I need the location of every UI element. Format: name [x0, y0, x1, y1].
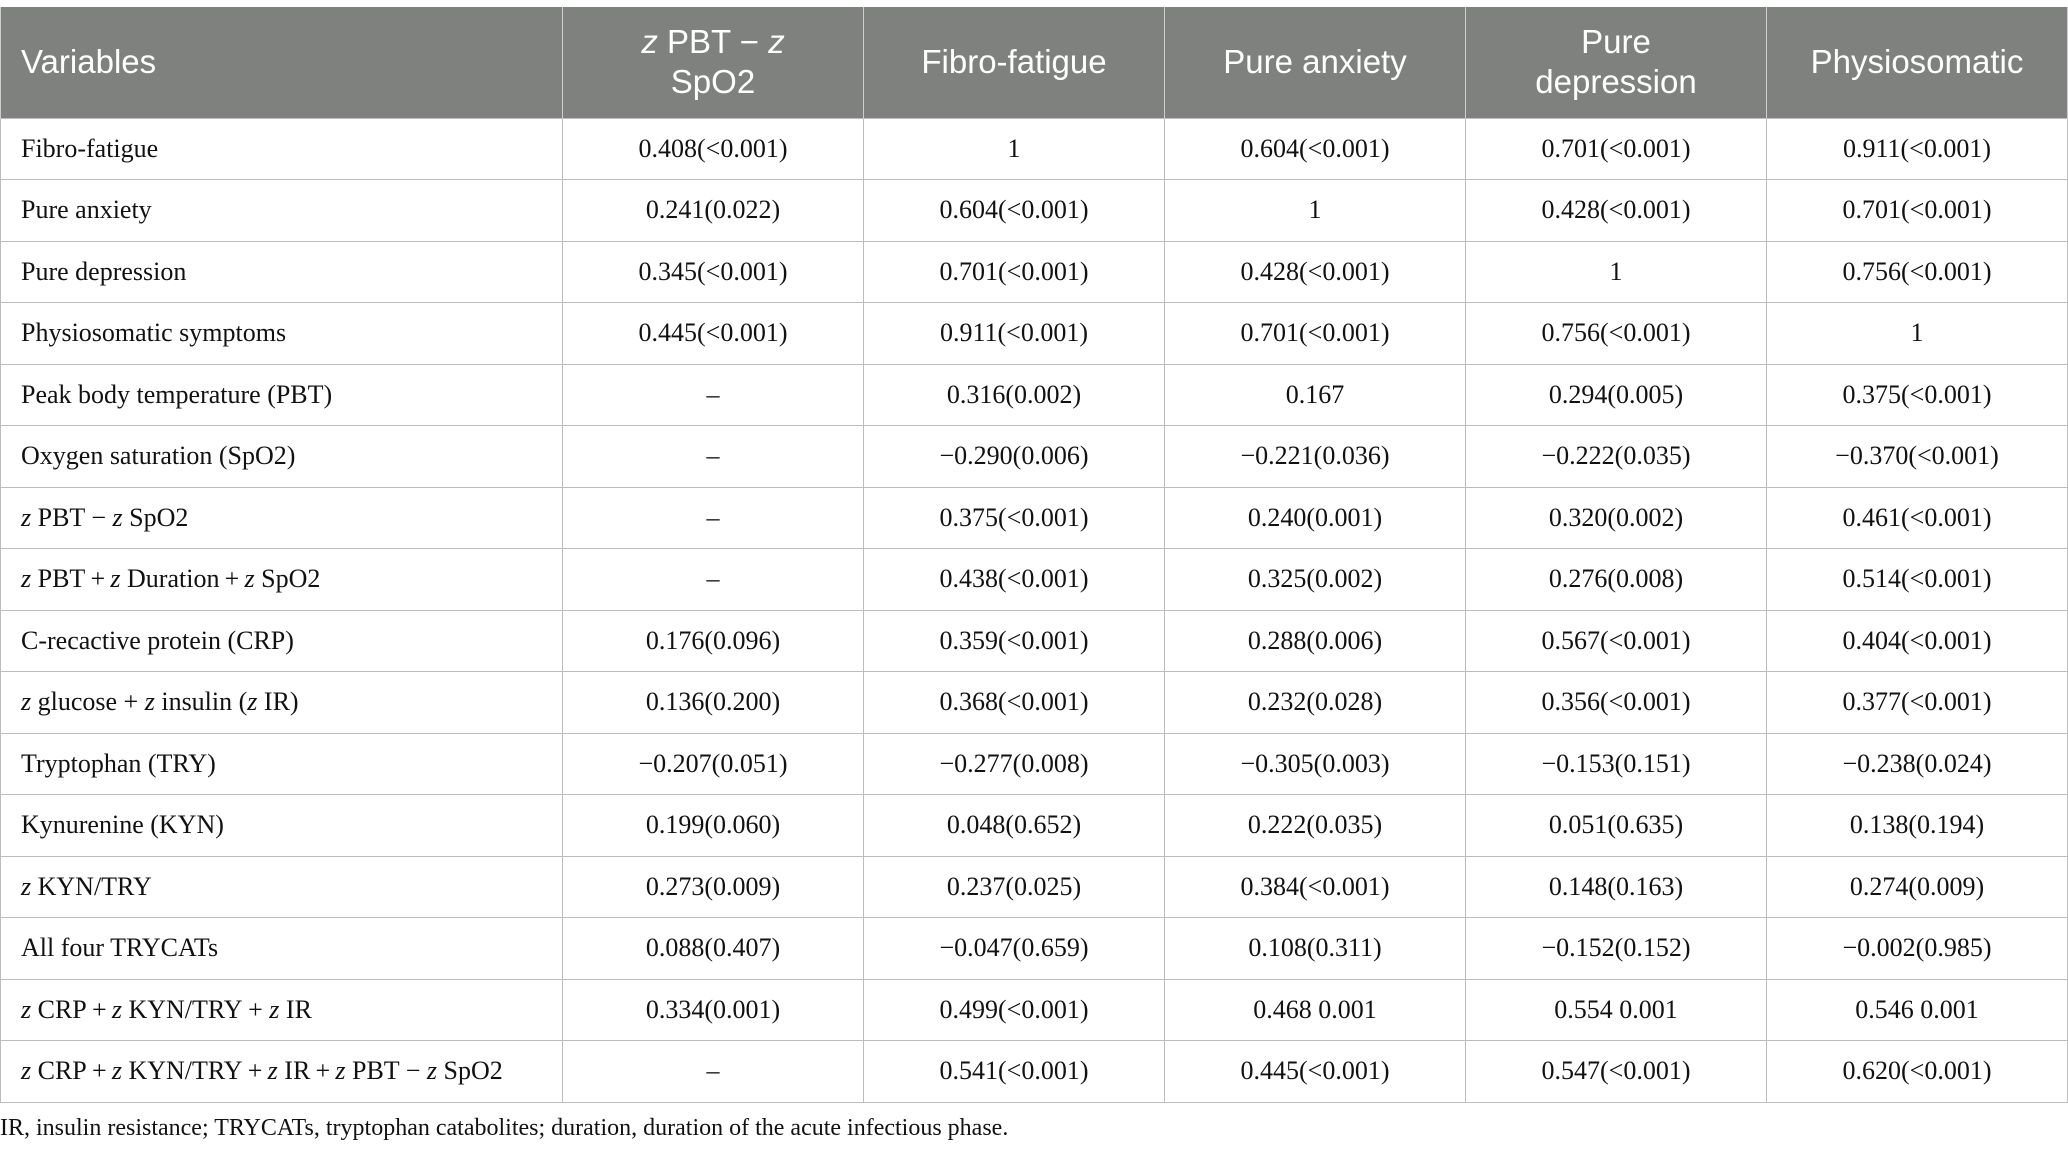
table-row — [1, 1041, 2068, 1103]
table-row — [1, 979, 2068, 1041]
z-symbol: z — [426, 1056, 438, 1086]
value-cell: 0.368(<0.001) — [864, 672, 1165, 734]
value-cell: 0.222(0.035) — [1165, 795, 1466, 857]
table-row — [1, 918, 2068, 980]
value-cell: 0.408(<0.001) — [563, 118, 864, 180]
table-row — [1, 487, 2068, 549]
value-cell: 0.356(<0.001) — [1466, 672, 1767, 734]
value-cell: 0.514(<0.001) — [1767, 549, 2068, 611]
value-cell: – — [563, 549, 864, 611]
value-cell: 0.445(<0.001) — [563, 303, 864, 365]
value-cell: 0.294(0.005) — [1466, 364, 1767, 426]
value-cell: 0.554 0.001 — [1466, 979, 1767, 1041]
value-cell: 0.345(<0.001) — [563, 241, 864, 303]
value-cell: 0.273(0.009) — [563, 856, 864, 918]
value-cell: 0.167 — [1165, 364, 1466, 426]
value-cell: 0.136(0.200) — [563, 672, 864, 734]
value-cell: 0.240(0.001) — [1165, 487, 1466, 549]
z-symbol: z — [21, 687, 32, 717]
variable-cell: Physiosomatic symptoms — [1, 303, 563, 365]
value-cell: 0.274(0.009) — [1767, 856, 2068, 918]
header-row — [1, 7, 2068, 118]
table-row — [1, 856, 2068, 918]
value-cell: 0.438(<0.001) — [864, 549, 1165, 611]
table-row — [1, 241, 2068, 303]
value-cell: 0.108(0.311) — [1165, 918, 1466, 980]
variable-cell: Pure anxiety — [1, 180, 563, 242]
variable-cell: z CRP + z KYN/TRY + z IR — [1, 979, 563, 1041]
value-cell: 0.468 0.001 — [1165, 979, 1466, 1041]
variable-cell: Peak body temperature (PBT) — [1, 364, 563, 426]
z-symbol: z — [110, 564, 121, 594]
value-cell: 0.756(<0.001) — [1466, 303, 1767, 365]
z-symbol: z — [269, 994, 280, 1024]
value-cell: 0.701(<0.001) — [1466, 118, 1767, 180]
z-symbol: z — [335, 1056, 346, 1086]
value-cell: 0.404(<0.001) — [1767, 610, 2068, 672]
variable-cell: z PBT + z Duration + z SpO2 — [1, 549, 563, 611]
variable-cell: z PBT − z SpO2 — [1, 487, 563, 549]
header-spo2: SpO2 — [670, 63, 756, 101]
value-cell: 0.428(<0.001) — [1466, 180, 1767, 242]
header-pure-anxiety: Pure anxiety — [1165, 7, 1466, 118]
z-symbol: z — [244, 564, 255, 594]
header-variables: Variables — [1, 7, 563, 118]
table-row — [1, 180, 2068, 242]
value-cell: 0.375(<0.001) — [1767, 364, 2068, 426]
value-cell: 0.176(0.096) — [563, 610, 864, 672]
value-cell: 0.547(<0.001) — [1466, 1041, 1767, 1103]
variable-cell: Oxygen saturation (SpO2) — [1, 426, 563, 488]
variable-cell: Fibro-fatigue — [1, 118, 563, 180]
z-symbol: z — [112, 502, 123, 532]
value-cell: 0.316(0.002) — [864, 364, 1165, 426]
value-cell: 0.237(0.025) — [864, 856, 1165, 918]
value-cell: 0.359(<0.001) — [864, 610, 1165, 672]
value-cell: 0.199(0.060) — [563, 795, 864, 857]
value-cell: 0.701(<0.001) — [1165, 303, 1466, 365]
value-cell: 0.276(0.008) — [1466, 549, 1767, 611]
z-symbol: z — [21, 871, 32, 901]
table-row — [1, 364, 2068, 426]
value-cell: 0.377(<0.001) — [1767, 672, 2068, 734]
correlation-table-container — [0, 7, 2068, 1103]
value-cell: −0.370(<0.001) — [1767, 426, 2068, 488]
value-cell: −0.002(0.985) — [1767, 918, 2068, 980]
variable-cell: z KYN/TRY — [1, 856, 563, 918]
value-cell: −0.207(0.051) — [563, 733, 864, 795]
value-cell: 0.604(<0.001) — [1165, 118, 1466, 180]
value-cell: −0.153(0.151) — [1466, 733, 1767, 795]
table-row — [1, 610, 2068, 672]
table-row — [1, 549, 2068, 611]
value-cell: 0.445(<0.001) — [1165, 1041, 1466, 1103]
value-cell: 0.241(0.022) — [563, 180, 864, 242]
value-cell: 0.541(<0.001) — [864, 1041, 1165, 1103]
value-cell: 0.288(0.006) — [1165, 610, 1466, 672]
value-cell: 1 — [1466, 241, 1767, 303]
variable-cell: z CRP + z KYN/TRY + z IR + z PBT − z SpO2 — [1, 1041, 563, 1103]
value-cell: 1 — [864, 118, 1165, 180]
variable-cell: Kynurenine (KYN) — [1, 795, 563, 857]
value-cell: – — [563, 364, 864, 426]
value-cell: −0.221(0.036) — [1165, 426, 1466, 488]
value-cell: 0.334(0.001) — [563, 979, 864, 1041]
table-row — [1, 303, 2068, 365]
value-cell: – — [563, 1041, 864, 1103]
value-cell: 0.148(0.163) — [1466, 856, 1767, 918]
value-cell: 0.701(<0.001) — [1767, 180, 2068, 242]
variable-cell: Tryptophan (TRY) — [1, 733, 563, 795]
value-cell: 0.911(<0.001) — [864, 303, 1165, 365]
z-symbol: z — [21, 502, 32, 532]
variable-cell: Pure depression — [1, 241, 563, 303]
value-cell: 0.048(0.652) — [864, 795, 1165, 857]
z-symbol: z — [111, 1056, 122, 1086]
header-z1: z — [641, 23, 658, 61]
value-cell: 0.428(<0.001) — [1165, 241, 1466, 303]
value-cell: 0.088(0.407) — [563, 918, 864, 980]
value-cell: 0.546 0.001 — [1767, 979, 2068, 1041]
value-cell: 0.320(0.002) — [1466, 487, 1767, 549]
value-cell: −0.305(0.003) — [1165, 733, 1466, 795]
value-cell: −0.222(0.035) — [1466, 426, 1767, 488]
value-cell: – — [563, 487, 864, 549]
header-pure: Pure — [1581, 23, 1651, 61]
variable-cell: C-recactive protein (CRP) — [1, 610, 563, 672]
value-cell: 0.911(<0.001) — [1767, 118, 2068, 180]
value-cell: −0.152(0.152) — [1466, 918, 1767, 980]
value-cell: – — [563, 426, 864, 488]
value-cell: 0.138(0.194) — [1767, 795, 2068, 857]
value-cell: −0.290(0.006) — [864, 426, 1165, 488]
header-fibro-fatigue: Fibro-fatigue — [864, 7, 1165, 118]
z-symbol: z — [144, 687, 155, 717]
table-row — [1, 426, 2068, 488]
value-cell: 0.499(<0.001) — [864, 979, 1165, 1041]
value-cell: 0.384(<0.001) — [1165, 856, 1466, 918]
value-cell: 1 — [1767, 303, 2068, 365]
value-cell: 0.604(<0.001) — [864, 180, 1165, 242]
correlation-table — [0, 7, 2068, 1103]
value-cell: 0.701(<0.001) — [864, 241, 1165, 303]
table-row — [1, 672, 2068, 734]
value-cell: 0.567(<0.001) — [1466, 610, 1767, 672]
z-symbol: z — [21, 994, 32, 1024]
header-depression: depression — [1535, 63, 1697, 101]
table-row — [1, 795, 2068, 857]
z-symbol: z — [21, 564, 32, 594]
header-pure-depression — [1466, 7, 1767, 118]
table-footnote: IR, insulin resistance; TRYCATs, tryptophan catabolites; duration, duration of the acute infectious phase. — [0, 1115, 1009, 1141]
header-mid: PBT − — [657, 23, 769, 61]
table-body — [1, 118, 2068, 1102]
z-symbol: z — [247, 687, 258, 717]
header-zpbt-zspo2 — [563, 7, 864, 118]
z-symbol: z — [267, 1056, 278, 1086]
table-header — [1, 7, 2068, 118]
value-cell: 0.461(<0.001) — [1767, 487, 2068, 549]
value-cell: −0.277(0.008) — [864, 733, 1165, 795]
value-cell: 1 — [1165, 180, 1466, 242]
value-cell: 0.325(0.002) — [1165, 549, 1466, 611]
header-z2: z — [768, 23, 785, 61]
table-row — [1, 118, 2068, 180]
z-symbol: z — [111, 994, 122, 1024]
table-row — [1, 733, 2068, 795]
z-symbol: z — [21, 1056, 32, 1086]
variable-cell: z glucose + z insulin (z IR) — [1, 672, 563, 734]
value-cell: 0.756(<0.001) — [1767, 241, 2068, 303]
value-cell: −0.238(0.024) — [1767, 733, 2068, 795]
value-cell: 0.620(<0.001) — [1767, 1041, 2068, 1103]
value-cell: 0.232(0.028) — [1165, 672, 1466, 734]
value-cell: 0.051(0.635) — [1466, 795, 1767, 857]
value-cell: −0.047(0.659) — [864, 918, 1165, 980]
variable-cell: All four TRYCATs — [1, 918, 563, 980]
value-cell: 0.375(<0.001) — [864, 487, 1165, 549]
header-physiosomatic: Physiosomatic — [1767, 7, 2068, 118]
